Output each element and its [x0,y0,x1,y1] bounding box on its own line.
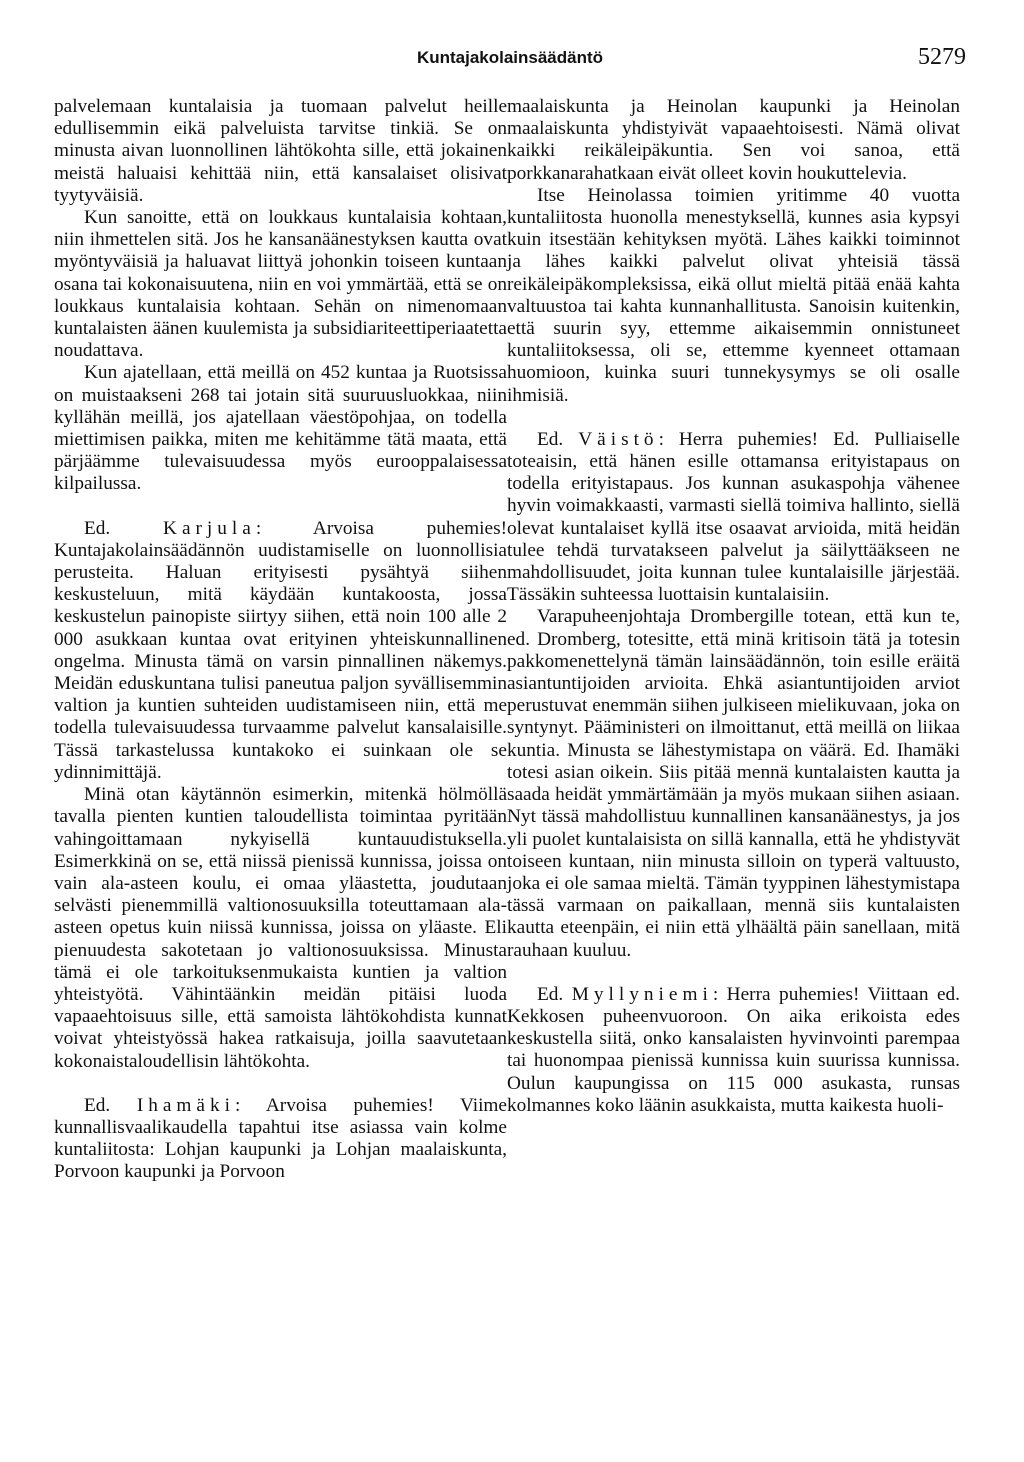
paragraph: palvelemaan kuntalaisia ja tuomaan palvelut heille edullisemmin eikä palveluista tarvitse tinkiä. Se on minusta aivan luonnollinen lähtökohta sille, että jokainen meistä haluaisi kehittää niin, että kansalaiset olisivat tyytyväisiä. [54,96,507,206]
speech-vaisto [507,429,960,607]
speech-text: : Arvoisa puhemies! Viime kunnallisvaalikaudella tapahtui itse asiassa vain kolme kuntaliitosta: Lohjan kaupunki ja Lohjan maalaiskunta, Porvoon kaupunki ja Porvoon [54,1094,507,1183]
speech-text: : Arvoisa puhemies! Kuntajakolainsäädännön uudistamiselle on luonnollisia perusteita. Haluan erityisesti pysähtyä siihen keskusteluun, mitä käydään kuntakoosta, jossa keskustelun painopiste siirtyy siihen, että noin 100 alle 2 000 asukkaan kuntaa ovat erityinen yhteiskunnallinen ongelma. Minusta tämä on varsin pinnallinen näkemys. Meidän eduskuntana tulisi paneutua paljon syvällisemmin valtion ja kuntien suhteiden uudistamiseen niin, että me todella tulevaisuudessa turvaamme palvelut kansalaisille. Tässä tarkastelussa kuntakoko ei suinkaan ole se ydinnimittäjä. [54,517,508,783]
speaker-prefix: Ed. [84,517,111,539]
speaker-prefix: Ed. [537,983,564,1005]
left-column [54,96,507,1184]
paragraph: Varapuheenjohtaja Drombergille totean, että kun te, ed. Dromberg, totesitte, että minä kritisoin tätä ja totesin pakkomenettelynä tämän lainsäädännön, toin esille eräitä asiantuntijoiden arvioita. Ehkä asiantuntijoiden arviot perustuvat enemmän siihen julkiseen mielikuvaan, joka on syntynyt. Pääministeri on ilmoittanut, että meillä on liikaa kuntia. Minusta se lähestymistapa on väärä. Ed. Ihamäki totesi asian oikein. Siis pitää mennä kuntalaisten kautta ja saada heidät ymmärtämään ja myös mukaan siihen asiaan. Nyt tässä mahdollistuu kunnallinen kansanäänestys, ja jos yli puolet kuntalaisista on sillä kannalla, että he yhdistyvät toiseen kuntaan, niin minusta silloin on typerä valtuusto, joka ei ole samaa mieltä. Tämän tyyppinen lähestymistapa tässä varmaan on paikallaan, mennä siis kuntalaisten kautta eteenpäin, ei niin että ylhäältä päin sanellaan, mitä rauhaan kuuluu. [507,606,960,961]
speaker-name: Karjula [163,517,256,539]
speaker-name: Väistö [578,428,659,450]
speaker-prefix: Ed. [537,428,564,450]
speech-text: : Herra puhemies! Ed. Pulliaiselle toteaisin, että hänen esille ottamansa erityistapaus on todella erityistapaus. Jos kunnan asukaspohja vähenee hyvin voimakkaasti, varmasti siellä toimiva hallinto, siellä olevat kuntalaiset kyllä itse osaavat arvioida, mitä heidän tulee tehdä turvatakseen palvelut ja säilyttääkseen ne mahdollisuudet, joita kunnan tulee kuntalaisille järjestää. Tässäkin suhteessa luottaisin kuntalaisiin. [507,428,960,606]
paragraph: maalaiskunta ja Heinolan kaupunki ja Heinolan maalaiskunta yhdistyivät vapaaehtoisesti. Nämä olivat kaikki reikäleipäkuntia. Sen voi sanoa, että porkkanarahatkaan eivät olleet kovin houkuttelevia. [507,96,960,184]
right-column [507,96,960,1117]
paragraph: Kun ajatellaan, että meillä on 452 kuntaa ja Ruotsissa on muistaakseni 268 tai jotain sitä suuruusluokkaa, niin kyllähän meillä, jos ajatellaan väestöpohjaa, on todella miettimisen paikka, miten me kehitämme tätä maata, että pärjäämme tulevaisuudessa myös eurooppalaisessa kilpailussa. [54,362,507,495]
speaker-name: Myllyniemi [571,983,713,1005]
page-header [0,44,1024,74]
speaker-prefix: Ed. [84,1094,111,1116]
page-number: 5279 [918,44,966,70]
speech-myllyniemi [507,984,960,1117]
speech-ihamaki [54,1095,507,1184]
running-title: Kuntajakolainsäädäntö [416,48,604,67]
speech-karjula [54,518,507,784]
paragraph: Minä otan käytännön esimerkin, mitenkä hölmöllä tavalla pienten kuntien taloudellista toimintaa pyritään vahingoittamaan nykyisellä kuntauudistuksella. Esimerkkinä on se, että niissä pienissä kunnissa, joissa on vain ala-asteen koulu, ei omaa yläastetta, joudutaan selvästi pienemmillä valtionosuuksilla toteuttamaan ala-asteen opetus kuin niissä kunnissa, joissa on yläaste. Eli pienuudesta sakotetaan jo valtionosuuksissa. Minusta tämä ei ole tarkoituksenmukaista kuntien ja valtion yhteistyötä. Vähintäänkin meidän pitäisi luoda vapaaehtoisuus sille, että samoista lähtökohdista kunnat voivat yhteistyössä hakea ratkaisuja, joilla saavutetaan kokonaistaloudellisin lähtökohta. [54,784,507,1072]
speech-text: : Herra puhemies! Viittaan ed. Kekkosen puheenvuoroon. On aika erikoista edes keskustella siitä, onko kansalaisten hyvinvointi parempaa tai huonompaa pienissä kunnissa kuin suurissa kunnissa. Oulun kaupungissa on 115 000 asukasta, runsas kolmannes koko läänin asukkaista, mutta kaikesta huoli- [507,983,960,1116]
speaker-name: Ihamäki [136,1094,235,1116]
paragraph: Itse Heinolassa toimien yritimme 40 vuotta kuntaliitosta huonolla menestyksellä, kunnes asia kypsyi kuin itsestään kehityksen myötä. Lähes kaikki toiminnot ja lähes kaikki palvelut olivat yhteisiä tässä reikäleipäkompleksissa, eikä ollut mieltä pitää enää kahta valtuustoa tai kahta kunnanhallitusta. Sanoisin kuitenkin, että suurin syy, ettemme aikaisemmin onnistuneet kuntaliitoksessa, oli se, ettemme kyenneet ottamaan huomioon, kuinka suuri tunnekysymys se oli osalle ihmisiä. [507,184,960,406]
paragraph: Kun sanoitte, että on loukkaus kuntalaisia kohtaan, niin ihmettelen sitä. Jos he kansanäänestyksen kautta ovat myöntyväisiä ja haluavat liittyä johonkin toiseen kuntaan osana tai kokonaisuutena, niin en voi ymmärtää, että se on loukkaus kuntalaisia kohtaan. Sehän on nimenomaan kuntalaisten äänen kuulemista ja subsidiariteettiperiaatetta noudattava. [54,207,507,362]
